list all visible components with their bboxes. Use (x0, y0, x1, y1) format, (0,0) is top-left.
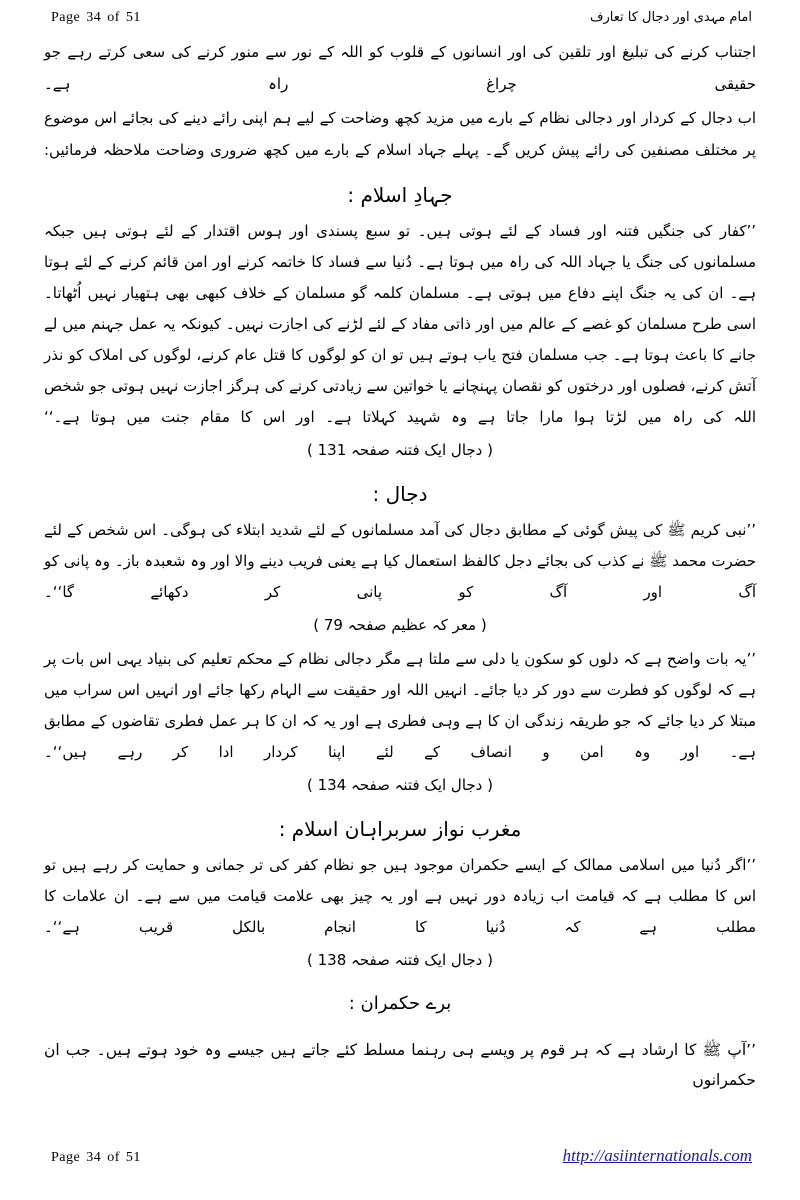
header-page-indicator (48, 10, 144, 26)
footer-page-total: 51 (125, 1150, 141, 1165)
section-heading-bad-rulers: برے حکمران : (348, 993, 452, 1014)
footer-page-prefix: Page (51, 1150, 81, 1165)
quote-dajjali-system: ’’یہ بات واضح ہے کہ دلوں کو سکون یا دلی سے ملتا ہے مگر دجالی نظام کے محکم تعلیم کی بنیاد یہی اس بات پر ہے کہ لوگوں کو فطرت سے دور کر دیا جائے۔ انہیں اللہ اور حقیقت سے الہام رکھا جائے اور انہیں اس سراب میں مبتلا کر دیا جائے کہ جو طریقہ زندگی ان کا ہے وہی فطری ہے اور یہ کہ ان کا ہر عمل فطری تقاضوں کے مطابق ہے۔ اور وہ امن و انصاف کے لئے اپنا کردار ادا کر رہے ہیں‘‘۔ (44, 650, 756, 761)
section-heading-dajjal: دجال : (372, 482, 428, 506)
page-header (48, 10, 752, 26)
footer-page-of: of (107, 1150, 120, 1165)
quote-jihad: ’’کفار کی جنگیں فتنہ اور فساد کے لئے ہوتی ہیں۔ تو سبع پسندی اور ہوس اقتدار کے لئے ہوتی ہیں جبکہ مسلمانوں کی جنگ یا جہاد اللہ کی راہ میں ہوتا ہے۔ دُنیا سے فساد کا خاتمہ کرنے اور امن قائم کرنے کے لئے ہوتا ہے۔ ان کی یہ جنگ اپنے دفاع میں ہوتی ہے۔ مسلمان کلمہ گو مسلمان کے خلاف کبھی بھی ہتھیار نہیں اُٹھاتا۔ اسی طرح مسلمان کو غصے کے عالم میں اور ذاتی مفاد کے لئے لڑنے کی اجازت نہیں۔ کیونکہ یہ عمل جہنم میں لے جانے کا باعث ہوتا ہے۔ جب مسلمان فتح یاب ہوتے ہیں تو ان کو لوگوں کا قتل عام کرنے، لوگوں کی املاک کو نذر آتش کرنے، فصلوں اور درختوں کو نقصان پہنچانے یا خواتین سے زیادتی کرنے کی ہرگز اجازت نہیں ہوتی جو شخص اللہ کی راہ میں لڑتا ہوا مارا جاتا ہے وہ شہید کہلاتا ہے۔ اور اس کا مقام جنت میں ہوتا ہے۔‘‘ (44, 222, 756, 426)
footer-page-number: 34 (86, 1150, 102, 1165)
quote-bad-rulers: ’’آپ ﷺ کا ارشاد ہے کہ ہر قوم پر ویسے ہی رہنما مسلط کئے جاتے ہیں جیسے وہ خود ہوتے ہیں۔ جب ان حکمرانوں (44, 1040, 756, 1089)
page-footer (48, 1146, 752, 1166)
header-page-number: 34 (86, 10, 102, 25)
section-heading-jihad: جہادِ اسلام : (347, 183, 453, 207)
reference-jihad: ( دجال ایک فتنہ صفحہ 131 ) (307, 441, 493, 459)
header-page-of: of (107, 10, 120, 25)
reference-rulers-west: ( دجال ایک فتنہ صفحہ 138 ) (307, 951, 493, 969)
paragraph-continuation: اجتناب کرنے کی تبلیغ اور تلقین کی اور انسانوں کے قلوب کو اللہ کے نور سے منور کرنے کی سعی کرتے رہے جو حقیقی چراغ راہ ہے۔ (44, 43, 756, 93)
section-heading-rulers-west: مغرب نواز سربراہان اسلام : (278, 817, 522, 841)
quote-rulers-west: ’’اگر دُنیا میں اسلامی ممالک کے ایسے حکمران موجود ہیں جو نظام کفر کی تر جمانی و حمایت کر رہے ہیں تو اس کا مطلب ہے کہ قیامت اب زیادہ دور نہیں ہے اور یہ چیز بھی علامت قیامت میں سے ہے۔ ان علامات کا مطلب ہے کہ دُنیا کا انجام بالکل قریب ہے‘‘۔ (44, 856, 756, 936)
quote-dajjal: ’’نبی کریم ﷺ کی پیش گوئی کے مطابق دجال کی آمد مسلمانوں کے لئے شدید ابتلاء کی ہوگی۔ اس شخص کے لئے حضرت محمد ﷺ نے کذب کی بجائے دجل کالفظ استعمال کیا ہے یعنی فریب دینے والا اور وہ شعبدہ باز۔ وہ پانی کو آگ اور آگ کو پانی کر دکھائے گا‘‘۔ (44, 521, 756, 601)
footer-page-indicator (48, 1150, 144, 1166)
reference-dajjali-system: ( دجال ایک فتنہ صفحہ 134 ) (307, 776, 493, 794)
header-book-title: امام مہدی اور دجال کا تعارف (590, 10, 752, 25)
reference-dajjal: ( معر کہ عظیم صفحہ 79 ) (313, 616, 487, 634)
header-page-prefix: Page (51, 10, 81, 25)
header-page-total: 51 (125, 10, 141, 25)
document-body (44, 36, 756, 1140)
paragraph-introduction: اب دجال کے کردار اور دجالی نظام کے بارے میں مزید کچھ وضاحت کے لیے ہم اپنی رائے دینے کی بجائے اس موضوع پر مختلف مصنفین کی رائے پیش کریں گے۔ پہلے جہاد اسلام کے بارے میں کچھ ضروری وضاحت ملاحظہ فرمائیں: (44, 109, 756, 159)
website-link[interactable]: http://asiinternationals.com (562, 1146, 752, 1165)
